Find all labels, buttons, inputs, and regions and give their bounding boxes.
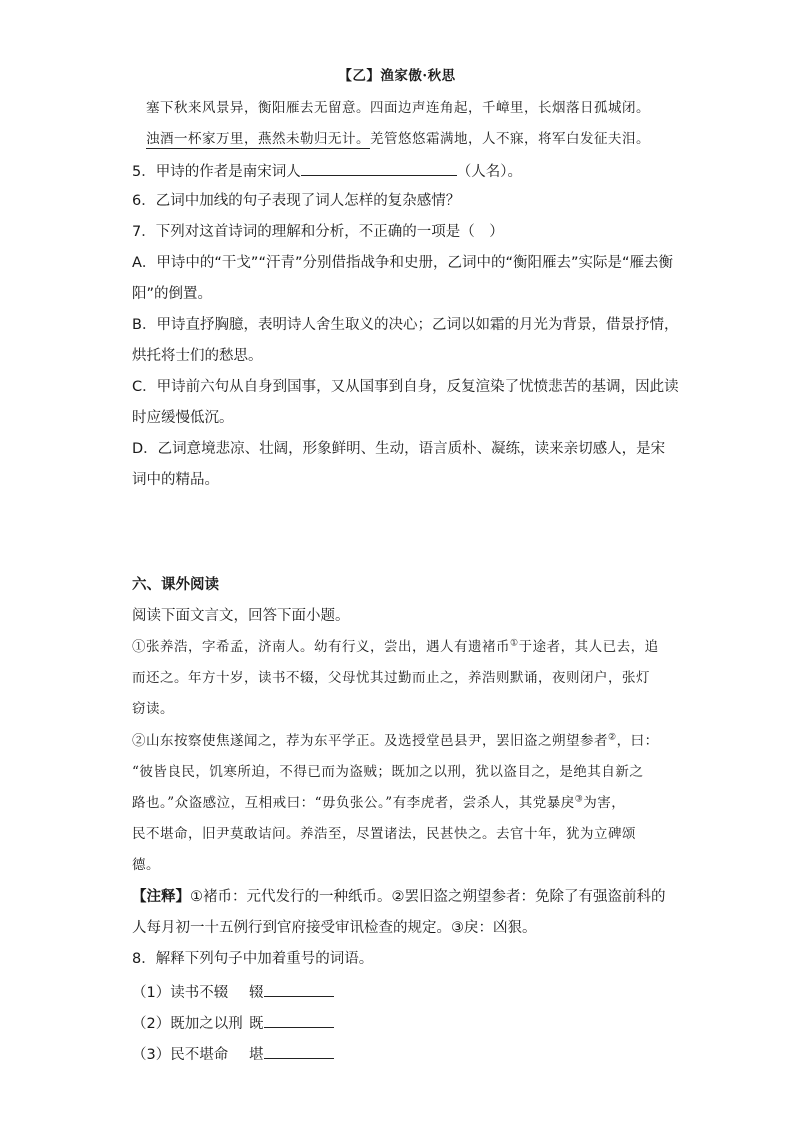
q8-item-2 [132,1012,334,1034]
passage-p1-line-3: 窃读。 [132,701,174,717]
option-c-line-2: 时应缓慢低沉。 [132,410,234,426]
option-b-line-1: B．甲诗直抒胸臆，表明诗人舍生取义的决心；乙词以如霜的月光为背景，借景抒情， [132,317,679,333]
passage-p2-line-2: “彼皆良民，饥寒所迫，不得已而为盗贼；既加之以刑，犹以盗目之，是绝其自新之 [132,764,644,780]
option-a-line-1: A．甲诗中的“干戈”“汗青”分别借指战争和史册，乙词中的“衡阳雁去”实际是“雁去衡 [132,255,673,271]
option-d-line-1: D．乙词意境悲凉、壮阔，形象鲜明、生动，语言质朴、凝练，读来亲切感人，是宋 [132,441,666,457]
question-5-suffix: （人名）。 [456,164,522,180]
poem-underlined-sentence: 浊酒一杯家万里，燕然未勒归无计。 [146,131,370,147]
passage-text: ，曰： [616,733,659,749]
notes-text: ①褚币：元代发行的一种纸币。②罢旧盗之朔望参者：免除了有强盗前科的 [190,889,666,905]
answer-blank-8-2[interactable] [264,1012,334,1028]
passage-text: 为害， [583,795,626,811]
footnote-marker-2: ② [608,732,617,743]
poem-line-1: 塞下秋来风景异，衡阳雁去无留意。四面边声连角起，千嶂里，长烟落日孤城闭。 [146,100,650,116]
question-8: 8．解释下列句子中加着重号的词语。 [132,951,374,967]
passage-p2-line-1 [132,731,659,751]
question-5 [132,160,522,182]
question-6: 6．乙词中加线的句子表现了词人怎样的复杂感情？ [132,193,461,209]
passage-p2-line-5: 德。 [132,857,160,873]
notes-line-2: 人每月初一十五例行到官府接受审讯检查的规定。③戾：凶狠。 [132,920,537,936]
passage-p1-line-2: 而还之。年方十岁，读书不辍，父母忧其过勤而止之，养浩则默诵，夜则闭户，张灯 [132,670,650,686]
section-heading: 六、课外阅读 [132,577,219,593]
question-5-text: 5．甲诗的作者是南宋词人 [132,164,301,180]
option-d-line-2: 词中的精品。 [132,472,219,488]
option-c-line-1: C．甲诗前六句从自身到国事，又从国事到自身，反复渲染了忧愤悲苦的基调，因此读 [132,379,679,395]
option-a-line-2: 阳”的倒置。 [132,286,213,302]
passage-text: ②山东按察使焦遂闻之，荐为东平学正。及选授堂邑县尹，罢旧盗之朔望参者 [132,733,608,749]
passage-text: ①张养浩，字希孟，济南人。幼有行义，尝出，遇人有遗褚币 [132,639,510,655]
q8-sentence: （3）民不堪命 [132,1047,229,1063]
q8-item-3 [132,1043,334,1065]
answer-blank-8-1[interactable] [264,981,334,997]
notes-label: 【注释】 [132,889,190,905]
q8-word: 既 [249,1016,264,1032]
passage-p2-line-4: 民不堪命，旧尹莫敢诘问。养浩至，尽置诸法，民甚快之。去官十年，犹为立碑颂 [132,826,636,842]
option-b-line-2: 烘托将士们的愁思。 [132,348,263,364]
poem-line-2-rest: 羌管悠悠霜满地，人不寐，将军白发征夫泪。 [370,131,650,147]
answer-blank-5[interactable] [301,160,457,176]
poem-title: 【乙】渔家傲·秋思 [338,68,456,84]
poem-line-2 [146,129,650,149]
answer-blank-8-3[interactable] [264,1043,334,1059]
q8-word: 堪 [249,1047,264,1063]
question-7: 7．下列对这首诗词的理解和分析，不正确的一项是（ ） [132,224,504,240]
q8-sentence: （1）读书不辍 [132,985,229,1001]
passage-p1-line-1 [132,637,659,657]
q8-word: 辍 [249,985,264,1001]
notes-line-1 [132,887,666,907]
footnote-marker-1: ① [510,638,519,649]
q8-item-1 [132,981,334,1003]
passage-text: 路也。”众盗感泣，互相戒曰：“毋负张公。”有李虎者，尝杀人，其党暴戾 [132,795,575,811]
reading-instruction: 阅读下面文言文，回答下面小题。 [132,608,350,624]
passage-p2-line-3 [132,793,625,813]
footnote-marker-3: ③ [574,794,584,805]
q8-sentence: （2）既加之以刑 [132,1016,243,1032]
passage-text: 于途者，其人已去，追 [518,639,659,655]
